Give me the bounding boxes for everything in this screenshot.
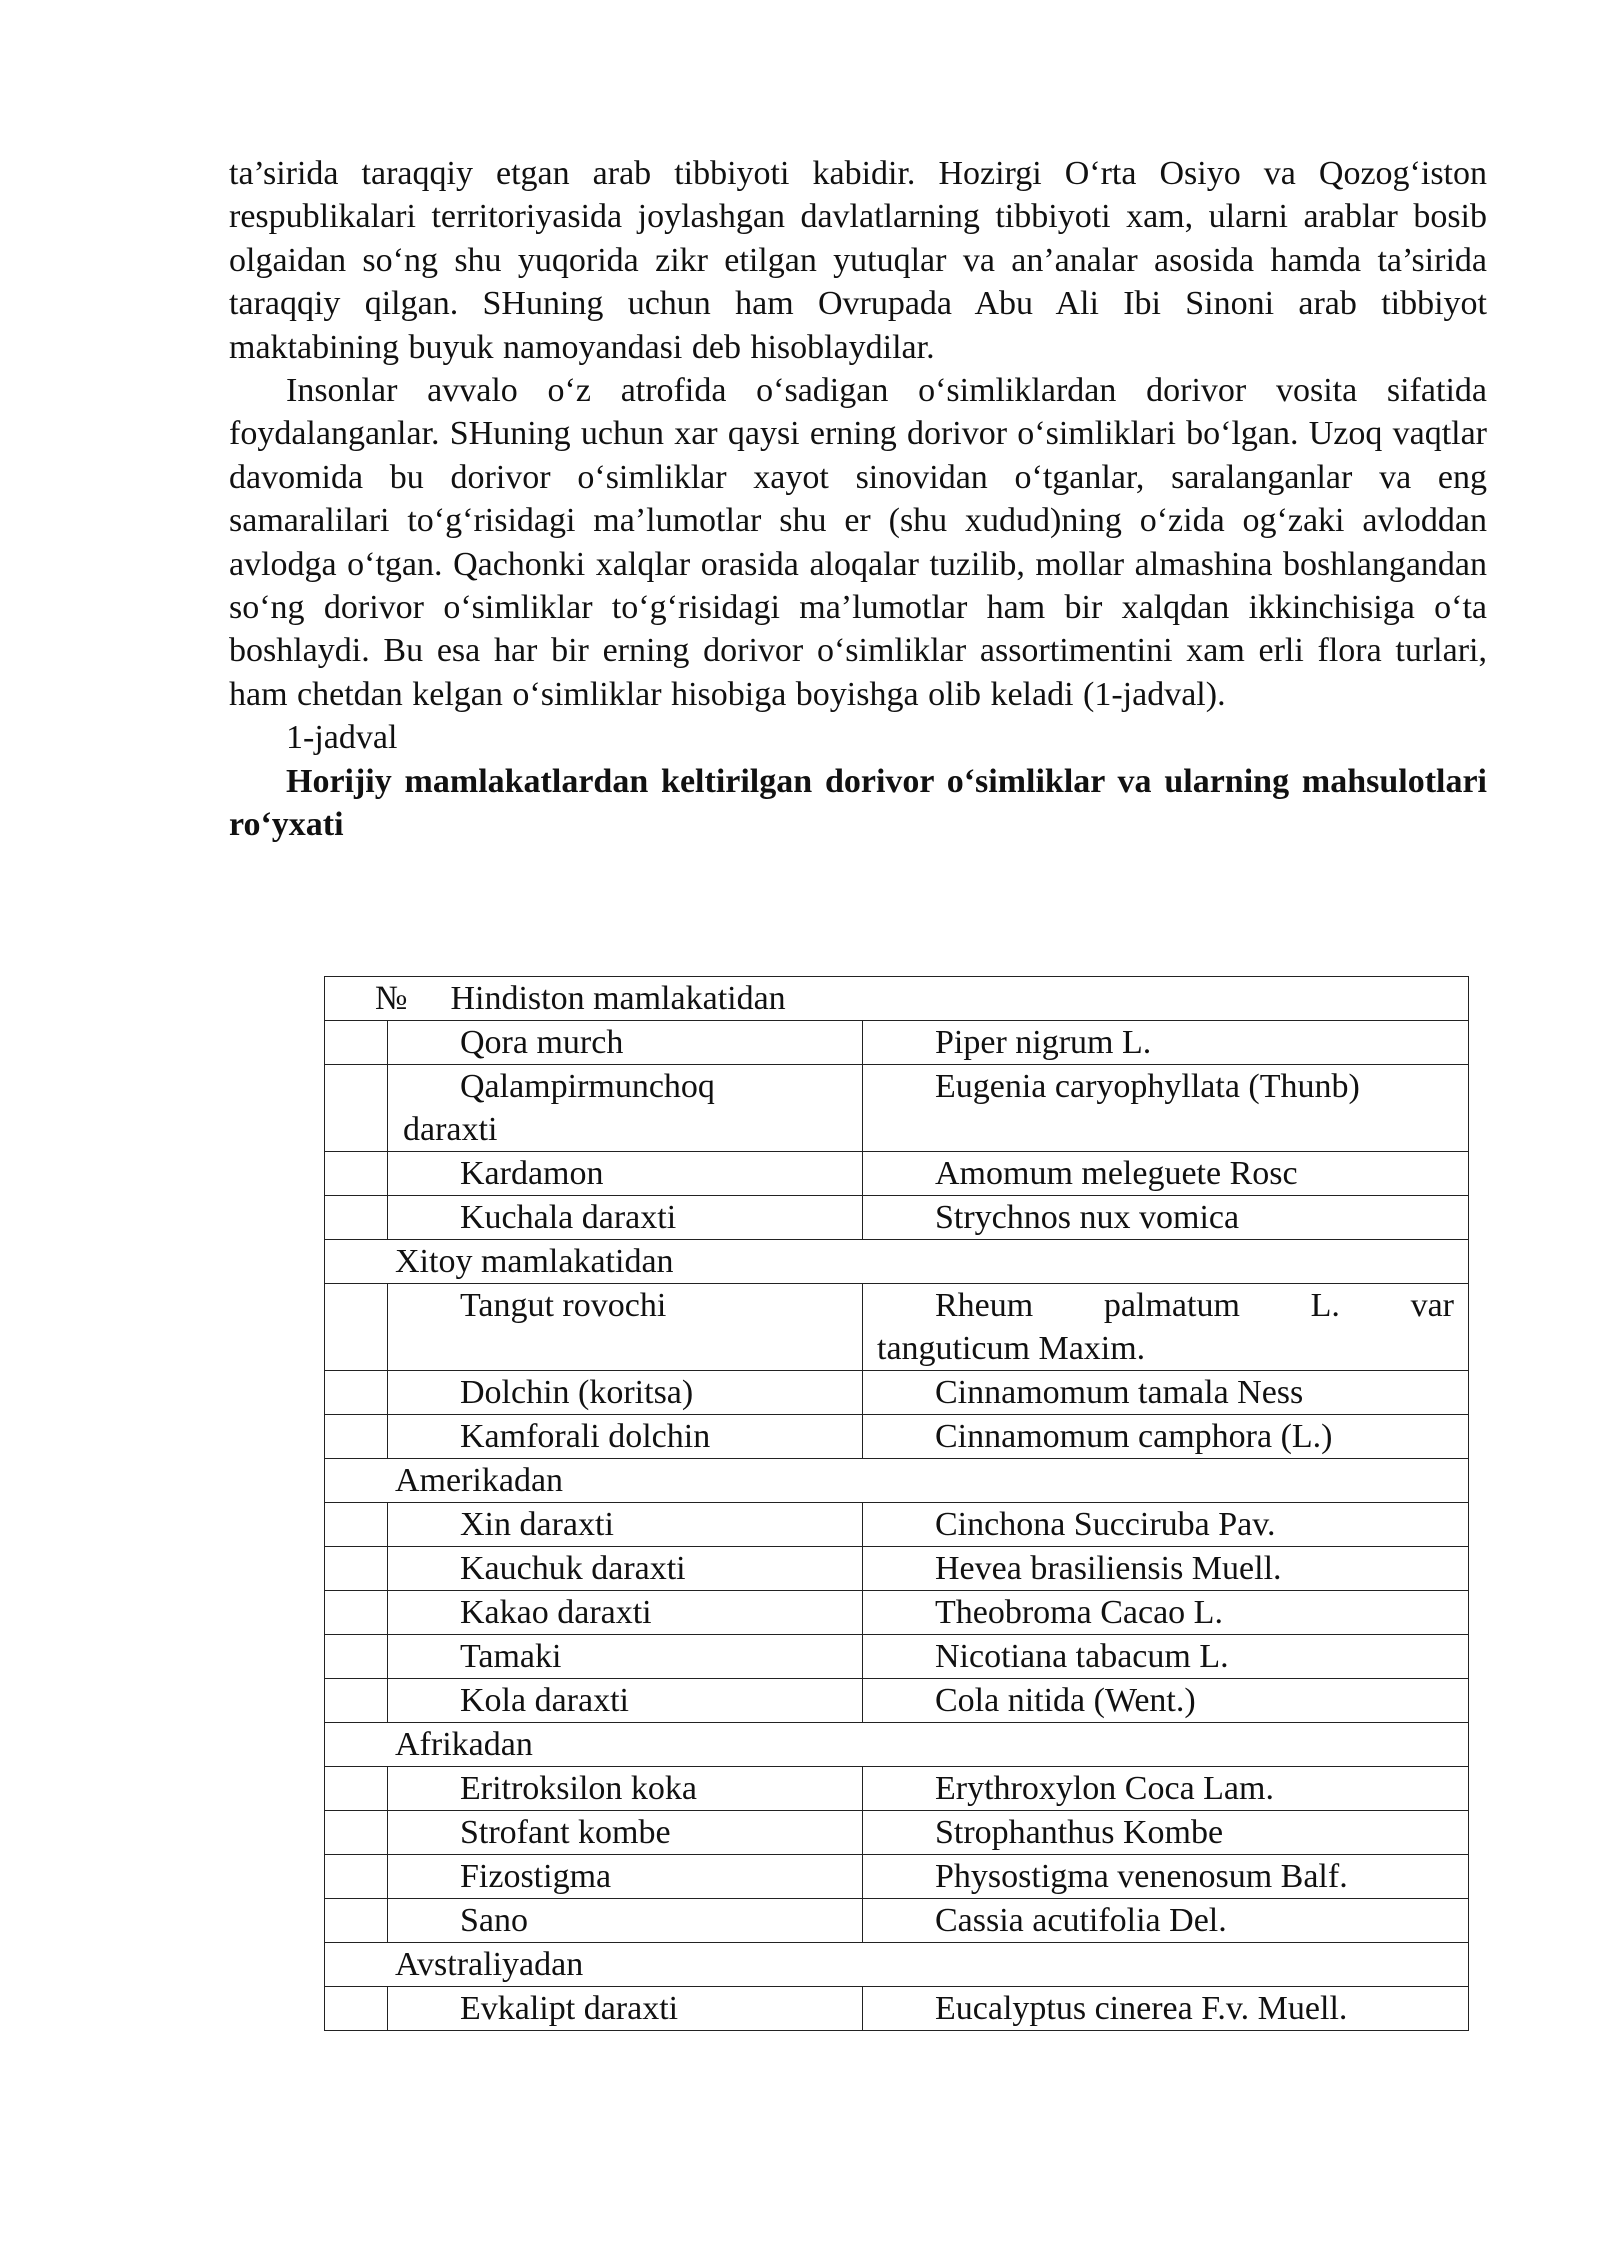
table-row xyxy=(325,1679,1469,1723)
latin-name-cell: Eugenia caryophyllata (Thunb) xyxy=(863,1065,1469,1152)
country-heading: Xitoy mamlakatidan xyxy=(395,1243,674,1280)
number-cell xyxy=(325,1196,388,1240)
number-cell xyxy=(325,1767,388,1811)
table-caption: 1-jadval xyxy=(286,719,398,757)
local-name-cell: Xin daraxti xyxy=(388,1503,863,1547)
latin-name-cell: Nicotiana tabacum L. xyxy=(863,1635,1469,1679)
number-cell xyxy=(325,1065,388,1152)
paragraph-2: Insonlar avvalo o‘z atrofida o‘sadigan o‘simliklardan dorivor vosita sifatida foydalanganlar. SHuning uchun xar qaysi erning dorivor o‘simliklari bo‘lgan. Uzoq vaqtlar davomida bu dorivor o‘simliklar xayot sinovidan o‘tganlar, saralanganlar va eng samaralilari to‘g‘risidagi ma’lumotlar shu er (shu xudud)ning o‘zida og‘zaki avloddan avlodga o‘tgan. Qachonki xalqlar orasida aloqalar tuzilib, mollar almashina boshlangandan so‘ng dorivor o‘simliklar to‘g‘risidagi ma’lumotlar ham bir xalqdan ikkinchisiga o‘ta boshlaydi. Bu esa har bir erning dorivor o‘simliklar assortimentini xam erli flora turlari, ham chetdan kelgan o‘simliklar hisobiga boyishga olib keladi (1-jadval). xyxy=(229,372,1487,713)
table-row xyxy=(325,1196,1469,1240)
local-name-cell: Evkalipt daraxti xyxy=(388,1987,863,2031)
local-name-cell: Kuchala daraxti xyxy=(388,1196,863,1240)
number-cell xyxy=(325,1899,388,1943)
plants-table xyxy=(324,976,1469,2031)
latin-name-cell: Rheum palmatum L. var tanguticum Maxim. xyxy=(863,1284,1469,1371)
table-row xyxy=(325,1855,1469,1899)
latin-name-cell: Strophanthus Kombe xyxy=(863,1811,1469,1855)
local-name-cell: Kakao daraxti xyxy=(388,1591,863,1635)
local-name-cell: Qalampirmunchoq daraxti xyxy=(388,1065,863,1152)
number-cell xyxy=(325,1152,388,1196)
latin-name-cell: Theobroma Cacao L. xyxy=(863,1591,1469,1635)
table-row xyxy=(325,1065,1469,1152)
table-row xyxy=(325,1503,1469,1547)
local-name-cell: Eritroksilon koka xyxy=(388,1767,863,1811)
table-row xyxy=(325,1415,1469,1459)
table-row xyxy=(325,1767,1469,1811)
latin-name-cell: Physostigma venenosum Balf. xyxy=(863,1855,1469,1899)
country-heading: Hindiston mamlakatidan xyxy=(450,980,786,1017)
local-name-cell: Tangut rovochi xyxy=(388,1284,863,1371)
latin-name-cell: Piper nigrum L. xyxy=(863,1021,1469,1065)
table-row xyxy=(325,1899,1469,1943)
country-heading: Amerikadan xyxy=(395,1462,564,1499)
table-row xyxy=(325,1152,1469,1196)
latin-name-cell: Cinnamomum camphora (L.) xyxy=(863,1415,1469,1459)
latin-name-cell: Amomum meleguete Rosc xyxy=(863,1152,1469,1196)
latin-name-cell: Cassia acutifolia Del. xyxy=(863,1899,1469,1943)
latin-name-cell: Cinnamomum tamala Ness xyxy=(863,1371,1469,1415)
table-row xyxy=(325,1371,1469,1415)
local-name-cell: Kamforali dolchin xyxy=(388,1415,863,1459)
table-row xyxy=(325,1811,1469,1855)
local-name-cell: Tamaki xyxy=(388,1635,863,1679)
document-page xyxy=(229,152,1487,847)
number-cell xyxy=(325,1371,388,1415)
local-name-cell: Dolchin (koritsa) xyxy=(388,1371,863,1415)
table-row xyxy=(325,1987,1469,2031)
number-cell xyxy=(325,1503,388,1547)
latin-name-cell: Hevea brasiliensis Muell. xyxy=(863,1547,1469,1591)
country-row xyxy=(325,1459,1469,1503)
number-cell xyxy=(325,1547,388,1591)
local-name-cell: Qora murch xyxy=(388,1021,863,1065)
local-name-cell: Kola daraxti xyxy=(388,1679,863,1723)
table-row xyxy=(325,1284,1469,1371)
table-row xyxy=(325,1591,1469,1635)
country-row xyxy=(325,1723,1469,1767)
latin-name-cell: Strychnos nux vomica xyxy=(863,1196,1469,1240)
number-cell xyxy=(325,1987,388,2031)
local-name-cell: Kardamon xyxy=(388,1152,863,1196)
number-header: № xyxy=(375,980,408,1017)
table-row xyxy=(325,1547,1469,1591)
number-cell xyxy=(325,1284,388,1371)
country-row xyxy=(325,1240,1469,1284)
country-heading: Avstraliyadan xyxy=(395,1946,584,1983)
number-cell xyxy=(325,1679,388,1723)
latin-name-cell: Cola nitida (Went.) xyxy=(863,1679,1469,1723)
local-name-cell: Kauchuk daraxti xyxy=(388,1547,863,1591)
latin-name-cell: Cinchona Succiruba Pav. xyxy=(863,1503,1469,1547)
table-row xyxy=(325,1021,1469,1065)
table-header-row xyxy=(325,977,1469,1021)
country-row xyxy=(325,1943,1469,1987)
country-heading: Afrikadan xyxy=(395,1726,533,1763)
local-name-cell: Sano xyxy=(388,1899,863,1943)
paragraph-1: ta’sirida taraqqiy etgan arab tibbiyoti kabidir. Hozirgi O‘rta Osiyo va Qozog‘iston respublikalari territoriyasida joylashgan davlatlarning tibbiyoti xam, ularni arablar bosib olgaidan so‘ng shu yuqorida zikr etilgan yutuqlar va an’analar asosida hamda ta’sirida taraqqiy qilgan. SHuning uchun ham Ovrupada Abu Ali Ibi Sinoni arab tibbiyot maktabining buyuk namoyandasi deb hisoblaydilar. xyxy=(229,155,1487,366)
number-cell xyxy=(325,1591,388,1635)
number-cell xyxy=(325,1855,388,1899)
number-cell xyxy=(325,1021,388,1065)
number-cell xyxy=(325,1811,388,1855)
table-title: Horijiy mamlakatlardan keltirilgan dorivor o‘simliklar va ularning mahsulotlari ro‘yxati xyxy=(229,762,1487,844)
local-name-cell: Strofant kombe xyxy=(388,1811,863,1855)
number-cell xyxy=(325,1415,388,1459)
latin-name-cell: Erythroxylon Coca Lam. xyxy=(863,1767,1469,1811)
number-cell xyxy=(325,1635,388,1679)
latin-name-cell: Eucalyptus cinerea F.v. Muell. xyxy=(863,1987,1469,2031)
local-name-cell: Fizostigma xyxy=(388,1855,863,1899)
table-row xyxy=(325,1635,1469,1679)
